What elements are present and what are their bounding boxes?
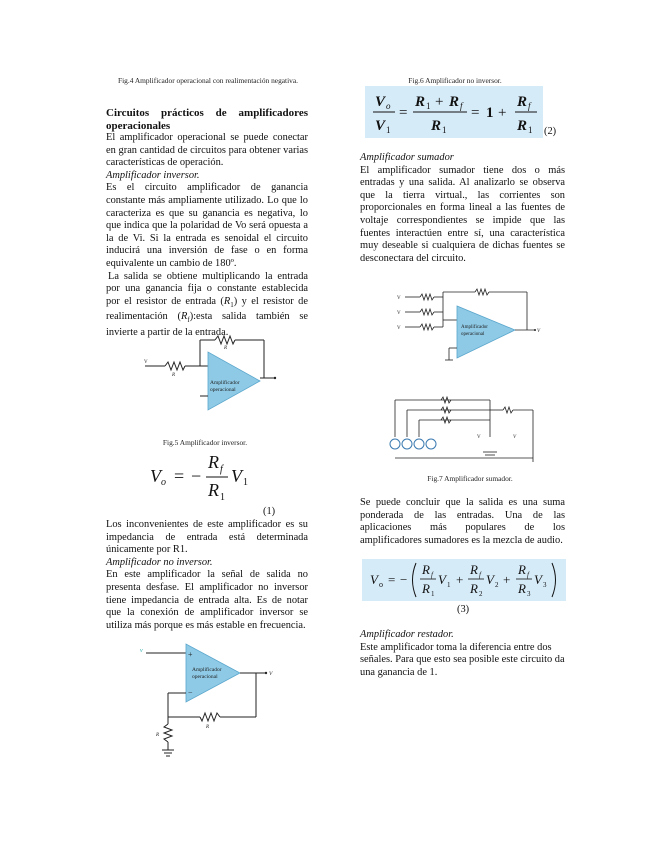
inv-p2-rf-sub: f (187, 316, 190, 325)
svg-text:R: R (449, 94, 460, 110)
svg-text:=: = (471, 105, 480, 121)
svg-text:1: 1 (442, 125, 447, 135)
left-column (106, 107, 308, 340)
svg-text:R: R (208, 480, 219, 500)
svg-text:1: 1 (220, 492, 225, 502)
svg-text:3: 3 (543, 581, 547, 589)
inconvenientes-paragraph: Los inconvenientes de este amplificador es su impedancia de entrada está determinada únicamente por R1. (106, 519, 308, 556)
caption-fig6: Fig.6 Amplificador no inversor. (408, 76, 502, 85)
caption-fig5: Fig.5 Amplificador inversor. (162, 438, 248, 447)
svg-text:V: V (370, 572, 378, 587)
svg-text:V: V (375, 94, 386, 110)
opamp3-label-2: operacional (461, 332, 485, 337)
vi-zero-label: V (477, 435, 481, 440)
summing-equivalent-diagram (385, 392, 545, 472)
subtractor-paragraph: Este amplificador toma la diferencia entre dos señales. Para que esto sea posible este circuito da una ganancia de 1. (360, 641, 565, 678)
svg-text:R: R (518, 562, 526, 577)
svg-text:2: 2 (495, 581, 499, 589)
svg-text:R: R (517, 118, 528, 134)
svg-text:o: o (161, 477, 166, 488)
svg-text:V: V (513, 435, 517, 440)
svg-text:V: V (486, 572, 494, 587)
inv-p2-rf: R (181, 311, 188, 323)
svg-text:f: f (527, 571, 529, 579)
svg-text:R: R (470, 581, 478, 596)
svg-text:R: R (517, 94, 528, 110)
caption-fig7: Fig.7 Amplificador sumador. (427, 474, 513, 483)
vo-label: V (269, 671, 273, 677)
svg-text:V: V (438, 572, 446, 587)
svg-text:V: V (231, 466, 242, 486)
svg-text:V: V (150, 466, 161, 486)
inverting-paragraph-1: Es el circuito amplificador de ganancia constante más ampliamente utilizado. Lo que lo caracteriza es que su ganancia es negativa, lo que indica que la polaridad de Vo será opuesta a la de Vi. Si la entrada es senoidal el circuito inducirá una inversión de fase o en forma equivalente un cambio de 180º. (106, 182, 308, 269)
svg-text:f: f (528, 101, 531, 111)
svg-text:V: V (537, 329, 541, 334)
svg-text:o: o (386, 101, 391, 111)
svg-text:V: V (534, 572, 542, 587)
svg-text:+: + (503, 572, 511, 587)
svg-text:=: = (399, 105, 408, 121)
svg-text:+: + (456, 572, 464, 587)
svg-text:−: − (191, 466, 202, 486)
svg-text:+: + (435, 94, 444, 110)
svg-text:2: 2 (479, 590, 483, 598)
svg-text:1: 1 (447, 581, 451, 589)
svg-text:f: f (479, 571, 481, 579)
svg-text:−: − (188, 688, 193, 697)
svg-text:3: 3 (527, 590, 531, 598)
subtractor-title: Amplificador restador. (360, 629, 454, 640)
noninverting-paragraph: En este amplificador la señal de salida no presenta desfase. El amplificador no inversor tiene impedancia de entrada alta. Es de notar que la conexión de amplificador inversor se utiliza más porque es más estable en frecuencia. (106, 569, 308, 631)
summing-paragraph: El amplificador sumador tiene dos o más entradas y una salida. Al analizarlo se observa que la tierra virtual., las corrientes son proporcionales en forma lineal a las fuentes de voltaje correspondientes se impide que las fuentes interactúen entre sí, una característica muy deseable si cualquiera de dichas fuentes se desconectara del circuito. (360, 164, 565, 264)
r1-label-2: R (156, 733, 160, 738)
caption-fig4: Fig.4 Amplificador operacional con realimentación negativa. (118, 76, 298, 85)
sum-v3: V (397, 326, 401, 331)
inv-p2-r1-sub: 1 (230, 300, 234, 309)
opamp3-label-1: Amplificador (461, 325, 488, 330)
summing-title: Amplificador sumador (360, 152, 454, 163)
r1-label: R (172, 373, 176, 378)
intro-paragraph: El amplificador operacional se puede conectar en gran cantidad de circuitos para obtener varias características de operación. (106, 132, 308, 169)
equation-3 (362, 559, 566, 601)
svg-text:R: R (470, 562, 478, 577)
svg-text:=: = (388, 572, 396, 587)
rf-label: R (224, 346, 228, 351)
sum-v1: V (397, 296, 401, 301)
svg-text:R: R (208, 452, 219, 472)
svg-text:f: f (460, 101, 463, 111)
rf-label-2: R (206, 725, 210, 730)
opamp-triangle-2 (186, 644, 240, 702)
svg-text:−: − (400, 572, 408, 587)
inv-p2-a: La salida se obtiene multiplicando la entrada por una ganancia fija o constante establecida por el resistor de entrada ( (106, 270, 308, 307)
opamp2-label-1: Amplificador (192, 667, 222, 673)
equation-1 (148, 450, 258, 502)
noninverting-amp-diagram (138, 640, 298, 765)
svg-text:1: 1 (528, 125, 533, 135)
svg-text:f: f (220, 464, 223, 475)
summing-amp-diagram (395, 282, 555, 372)
noninverting-title: Amplificador no inversor. (106, 556, 213, 568)
v1-label: V (144, 360, 148, 365)
eq1-number: (1) (263, 506, 276, 517)
right-column-lower (360, 629, 565, 679)
svg-text:1: 1 (426, 101, 431, 111)
left-column-lower (106, 519, 308, 632)
opamp-label-1: Amplificador (210, 380, 240, 386)
right-column-mid (360, 497, 565, 547)
inverting-amp-diagram (140, 332, 290, 417)
opamp2-label-2: operacional (192, 674, 218, 680)
svg-text:1: 1 (386, 125, 391, 135)
svg-text:R: R (422, 562, 430, 577)
eq2-number: (2) (544, 126, 557, 137)
inverting-paragraph-2 (106, 271, 308, 340)
svg-text:1: 1 (431, 590, 435, 598)
right-column (360, 152, 565, 265)
svg-text:+: + (498, 105, 507, 121)
svg-text:f: f (431, 571, 433, 579)
inverting-title: Amplificador inversor. (106, 169, 200, 181)
opamp-label-2: operacional (210, 387, 236, 393)
section-heading: Circuitos prácticos de amplificadores operacionales (106, 107, 308, 132)
eq3-number: (3) (457, 604, 470, 615)
svg-text:R: R (518, 581, 526, 596)
svg-text:+: + (188, 650, 193, 659)
inv-p2-r1: R (223, 295, 231, 307)
inv-p2-b: ) y el resistor de realimentación ( (106, 295, 308, 323)
svg-text:=: = (174, 466, 185, 486)
svg-text:V: V (375, 118, 386, 134)
svg-text:R: R (415, 94, 426, 110)
svg-text:v: v (140, 648, 143, 654)
svg-text:1: 1 (243, 477, 248, 488)
inv-p2-c: ):esta salida también se invierte a partir de la entrada. (106, 311, 308, 339)
sum-v2: V (397, 311, 401, 316)
conclusion-paragraph: Se puede concluir que la salida es una suma ponderada de las entradas. Una de las aplicaciones más populares de los amplificadores sumadores es la mezcla de audio. (360, 497, 565, 546)
equation-2 (365, 86, 543, 138)
svg-text:o: o (379, 580, 383, 589)
svg-text:R: R (422, 581, 430, 596)
svg-text:1: 1 (486, 105, 494, 121)
svg-text:R: R (431, 118, 442, 134)
